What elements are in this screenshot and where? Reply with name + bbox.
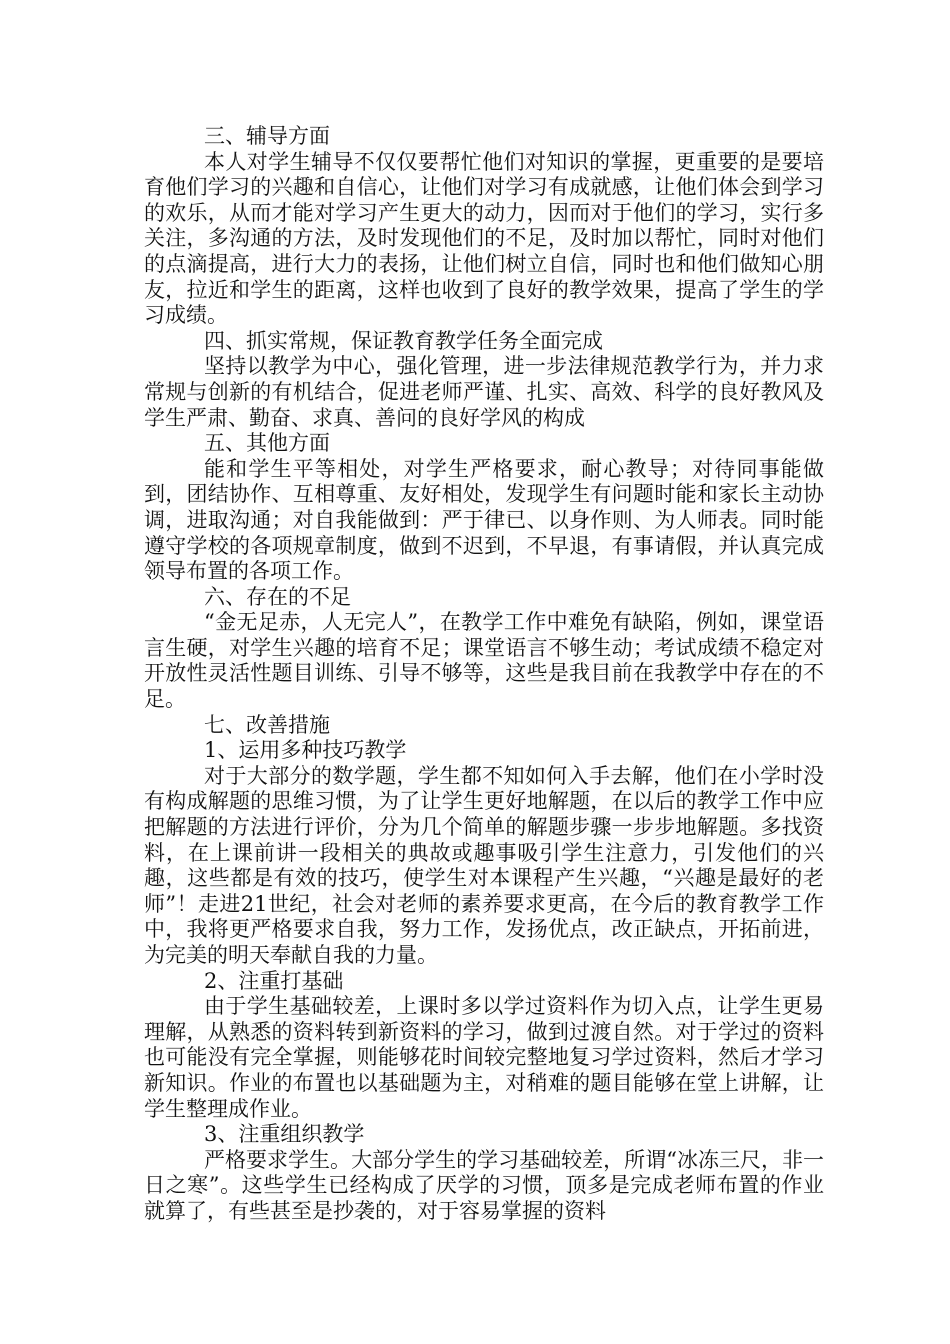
paragraph-other: 能和学生平等相处，对学生严格要求，耐心教导；对待同事能做到，团结协作、互相尊重、友好相处，发现学生有问题时能和家长主动协调，进取沟通；对自我能做到：严于律已、以身作则、为人师表。同时能遵守学校的各项规章制度，做到不迟到，不早退，有事请假，并认真完成领导布置的各项工作。	[144, 456, 824, 584]
section-heading-other: 五、其他方面	[204, 431, 330, 456]
subheading-techniques: 1、运用多种技巧教学	[204, 738, 407, 763]
section-heading-improvements: 七、改善措施	[204, 712, 330, 737]
document-body	[144, 124, 824, 1225]
section-heading-routine: 四、抓实常规，保证教育教学任务全面完成	[204, 328, 603, 353]
paragraph-routine: 坚持以教学为中心，强化管理，进一步法律规范教学行为，并力求常规与创新的有机结合，促进老师严谨、扎实、高效、科学的良好教风及学生严肃、勤奋、求真、善问的良好学风的构成	[144, 354, 824, 430]
subheading-organization: 3、注重组织教学	[204, 1122, 365, 1147]
paragraph-shortcomings: “金无足赤，人无完人”，在教学工作中难免有缺陷，例如，课堂语言生硬，对学生兴趣的培育不足；课堂语言不够生动；考试成绩不稳定对开放性灵活性题目训练、引导不够等，这些是我目前在我教学中存在的不足。	[144, 610, 824, 712]
paragraph-organization: 严格要求学生。大部分学生的学习基础较差，所谓“冰冻三尺，非一日之寒”。这些学生已经构成了厌学的习惯，顶多是完成老师布置的作业就算了，有些甚至是抄袭的，对于容易掌握的资料	[144, 1147, 824, 1223]
subheading-foundation: 2、注重打基础	[204, 968, 344, 993]
section-heading-tutoring: 三、辅导方面	[204, 124, 330, 148]
paragraph-foundation: 由于学生基础较差，上课时多以学过资料作为切入点，让学生更易理解，从熟悉的资料转到新资料的学习，做到过渡自然。对于学过的资料也可能没有完全掌握，则能够花时间较完整地复习学过资料，然后才学习新知识。作业的布置也以基础题为主，对稍难的题目能够在堂上讲解，让学生整理成作业。	[144, 994, 824, 1121]
paragraph-techniques: 对于大部分的数学题，学生都不知如何入手去解，他们在小学时没有构成解题的思维习惯，为了让学生更好地解题，在以后的教学工作中应把解题的方法进行评价，分为几个简单的解题步骤一步步地解题。多找资料，在上课前讲一段相关的典故或趣事吸引学生注意力，引发他们的兴趣，这些都是有效的技巧，使学生对本课程产生兴趣，“兴趣是最好的老师”！走进21世纪，社会对老师的素养要求更高，在今后的教育教学工作中，我将更严格要求自我，努力工作，发扬优点，改正缺点，开拓前进，为完美的明天奉献自我的力量。	[144, 763, 824, 967]
section-heading-shortcomings: 六、存在的不足	[204, 584, 351, 609]
paragraph-tutoring: 本人对学生辅导不仅仅要帮忙他们对知识的掌握，更重要的是要培育他们学习的兴趣和自信心，让他们对学习有成就感，让他们体会到学习的欢乐，从而才能对学习产生更大的动力，因而对于他们的学习，实行多关注，多沟通的方法，及时发现他们的不足，及时加以帮忙，同时对他们的点滴提高，进行大力的表扬，让他们树立自信，同时也和他们做知心朋友，拉近和学生的距离，这样也收到了良好的教学效果，提高了学生的学习成绩。	[144, 149, 824, 328]
